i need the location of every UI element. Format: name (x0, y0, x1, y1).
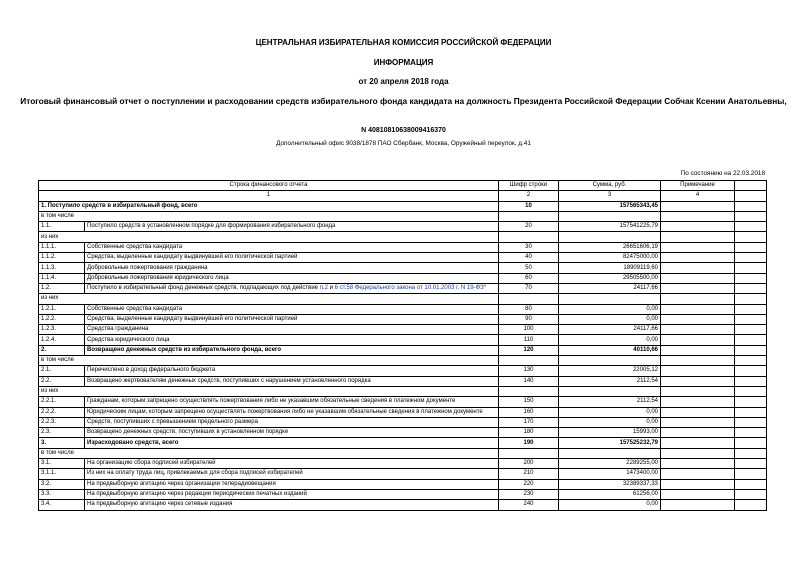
row-sum (559, 211, 661, 221)
row-number: 1.2. (39, 283, 85, 293)
row-sum (559, 448, 661, 458)
table-note-row (39, 448, 767, 458)
row-sum: 0,00 (559, 417, 661, 427)
row-number: 3.1. (39, 459, 85, 469)
row-number: 1.1. (39, 222, 85, 232)
row-code: 190 (499, 438, 559, 448)
row-description: Средства, выделенные кандидату выдвинувшей его политической партией (85, 314, 499, 324)
row-number: 1.2.2. (39, 314, 85, 324)
row-code: 20 (499, 222, 559, 232)
row-code (499, 448, 559, 458)
table-row (39, 438, 767, 448)
row-number: 3. (39, 438, 85, 448)
column-number: 2 (499, 191, 559, 201)
row-code (499, 232, 559, 242)
table-row (39, 242, 767, 252)
row-extra-cell (735, 345, 767, 355)
row-note-cell (661, 232, 735, 242)
row-number: 2.3. (39, 428, 85, 438)
row-description: Гражданам, которым запрещено осуществлять пожертвования либо не указавшим обязательные сведения в платежном документе (85, 397, 499, 407)
row-note-cell (661, 500, 735, 510)
row-number: 2.2.3. (39, 417, 85, 427)
header-extra-cell (735, 181, 767, 191)
row-code: 100 (499, 325, 559, 335)
row-note-cell (661, 222, 735, 232)
row-extra-cell (735, 242, 767, 252)
row-code: 200 (499, 459, 559, 469)
row-number: 2. (39, 345, 85, 355)
column-number: 3 (559, 191, 661, 201)
row-extra-cell (735, 366, 767, 376)
row-number: 1.2.1. (39, 304, 85, 314)
row-description: 1. Поступило средств в избирательный фонд, всего (39, 201, 499, 211)
row-code: 90 (499, 314, 559, 324)
row-extra-cell (735, 335, 767, 345)
row-note: из них (39, 386, 499, 396)
table-note-row (39, 232, 767, 242)
row-sum: 0,00 (559, 500, 661, 510)
row-description: На предвыборную агитацию через организации телерадиовещания (85, 479, 499, 489)
row-description: На предвыборную агитацию через сетевые издания (85, 500, 499, 510)
table-row (39, 428, 767, 438)
row-code: 160 (499, 407, 559, 417)
row-note-cell (661, 417, 735, 427)
row-code: 10 (499, 201, 559, 211)
row-code: 140 (499, 376, 559, 386)
row-code: 120 (499, 345, 559, 355)
row-extra-cell (735, 376, 767, 386)
row-code (499, 356, 559, 366)
report-title: Итоговый финансовый отчет о поступлении и расходовании средств избирательного фонда кандидата на должность Президента Российской Федерации Собчак Ксении Анатольевны, (20, 96, 787, 106)
document-date: от 20 апреля 2018 года (358, 77, 449, 86)
row-extra-cell (735, 253, 767, 263)
row-extra-cell (735, 356, 767, 366)
law-reference-link[interactable]: 6 ст.58 Федерального закона от 10.01.2003 г. N 19-ФЗ* (334, 285, 487, 292)
row-description: Собственные средства кандидата (85, 304, 499, 314)
table-row (39, 314, 767, 324)
row-code: 60 (499, 273, 559, 283)
row-sum: 40110,66 (559, 345, 661, 355)
row-code: 30 (499, 242, 559, 252)
row-extra-cell (735, 222, 767, 232)
row-note-cell (661, 294, 735, 304)
as-of-date: По состоянию на 22.03.2018 (680, 170, 765, 177)
row-note-cell (661, 469, 735, 479)
table-row (39, 283, 767, 293)
table-row (39, 417, 767, 427)
header-sum: Сумма, руб. (559, 181, 661, 191)
row-sum: 2112,54 (559, 376, 661, 386)
row-sum (559, 356, 661, 366)
row-extra-cell (735, 417, 767, 427)
row-code: 110 (499, 335, 559, 345)
table-note-row (39, 356, 767, 366)
account-number: N 40810810638009416370 (361, 127, 446, 134)
row-sum: 157541225,79 (559, 222, 661, 232)
row-sum: 157565343,45 (559, 201, 661, 211)
row-note-cell (661, 335, 735, 345)
row-sum: 24117,66 (559, 325, 661, 335)
table-note-row (39, 386, 767, 396)
table-row (39, 253, 767, 263)
row-extra-cell (735, 500, 767, 510)
row-extra-cell (735, 469, 767, 479)
table-row (39, 489, 767, 499)
row-note-cell (661, 283, 735, 293)
row-sum: 2289255,00 (559, 459, 661, 469)
row-note-cell (661, 479, 735, 489)
row-number: 1.2.4. (39, 335, 85, 345)
row-sum (559, 386, 661, 396)
row-note-cell (661, 253, 735, 263)
row-note-cell (661, 438, 735, 448)
row-note-cell (661, 366, 735, 376)
row-number: 3.3. (39, 489, 85, 499)
row-extra-cell (735, 263, 767, 273)
row-note-cell (661, 325, 735, 335)
row-extra-cell (735, 428, 767, 438)
table-row (39, 500, 767, 510)
row-code: 170 (499, 417, 559, 427)
column-number-extra (735, 191, 767, 201)
row-number: 3.4. (39, 500, 85, 510)
row-code: 70 (499, 283, 559, 293)
row-sum: 82475000,00 (559, 253, 661, 263)
row-code: 220 (499, 479, 559, 489)
row-code: 80 (499, 304, 559, 314)
row-number: 1.1.2. (39, 253, 85, 263)
row-description: Возвращено денежных средств из избирательного фонда, всего (85, 345, 499, 355)
row-note-cell (661, 201, 735, 211)
row-note-cell (661, 448, 735, 458)
row-number: 2.2. (39, 376, 85, 386)
row-extra-cell (735, 201, 767, 211)
row-code: 50 (499, 263, 559, 273)
table-row (39, 325, 767, 335)
row-description: Из них на оплату труда лиц, привлекаемых для сбора подписей избирателей (85, 469, 499, 479)
row-description-text: Поступило в избирательный фонд денежных средств, подпадающих под действие (87, 285, 320, 292)
row-extra-cell (735, 448, 767, 458)
row-description: Добровольные пожертвования юридического лица (85, 273, 499, 283)
row-extra-cell (735, 397, 767, 407)
law-reference-link[interactable]: п.2 (319, 285, 328, 292)
table-row (39, 397, 767, 407)
row-code: 180 (499, 428, 559, 438)
row-description (85, 283, 499, 293)
row-note-cell (661, 242, 735, 252)
row-extra-cell (735, 489, 767, 499)
table-row (39, 376, 767, 386)
row-sum (559, 232, 661, 242)
row-number: 1.1.3. (39, 263, 85, 273)
commission-heading: ЦЕНТРАЛЬНАЯ ИЗБИРАТЕЛЬНАЯ КОМИССИЯ РОССИЙСКОЙ ФЕДЕРАЦИИ (255, 38, 552, 47)
row-extra-cell (735, 314, 767, 324)
row-description: Израсходовано средств, всего (85, 438, 499, 448)
row-description: Средств, поступивших с превышением предельного размера (85, 417, 499, 427)
row-code (499, 211, 559, 221)
row-note-cell (661, 386, 735, 396)
row-sum: 32389337,33 (559, 479, 661, 489)
table-row (39, 459, 767, 469)
row-sum: 29505500,00 (559, 273, 661, 283)
row-note-cell (661, 356, 735, 366)
row-note-cell (661, 314, 735, 324)
row-sum: 1473400,00 (559, 469, 661, 479)
row-description: Собственные средства кандидата (85, 242, 499, 252)
row-number: 2.2.2. (39, 407, 85, 417)
row-note: из них (39, 294, 499, 304)
row-extra-cell (735, 211, 767, 221)
row-description: На предвыборную агитацию через редакции периодических печатных изданий (85, 489, 499, 499)
row-description: Поступило средств в установленном порядке для формирования избирательного фонда (85, 222, 499, 232)
row-note: в том числе (39, 448, 499, 458)
row-description: Средства, выделенные кандидату выдвинувшей его политической партией (85, 253, 499, 263)
table-note-row (39, 211, 767, 221)
row-description-text: и (327, 285, 335, 292)
row-number: 3.1.1. (39, 469, 85, 479)
column-number: 1 (39, 191, 499, 201)
bank-office: Дополнительный офис 9038/1878 ПАО Сбербанк, Москва, Оружейный переулок, д.41 (276, 140, 531, 147)
row-extra-cell (735, 479, 767, 489)
row-description: Юридическим лицам, которым запрещено осуществлять пожертвования либо не указавшим обязательные сведения в платежном документе (85, 407, 499, 417)
row-code: 230 (499, 489, 559, 499)
table-row (39, 263, 767, 273)
row-sum: 22005,12 (559, 366, 661, 376)
row-note-cell (661, 376, 735, 386)
row-extra-cell (735, 438, 767, 448)
row-code (499, 294, 559, 304)
row-number: 1.1.1. (39, 242, 85, 252)
row-description: Возвращено жертвователям денежных средств, поступивших с нарушением установленного порядка (85, 376, 499, 386)
row-note-cell (661, 345, 735, 355)
row-sum (559, 294, 661, 304)
table-row (39, 335, 767, 345)
table-header-row (39, 181, 767, 191)
row-extra-cell (735, 304, 767, 314)
column-number-row (39, 191, 767, 201)
row-note: из них (39, 232, 499, 242)
table-row (39, 201, 767, 211)
financial-report-table (38, 180, 767, 511)
header-line-code: Шифр строки (499, 181, 559, 191)
row-note-cell (661, 304, 735, 314)
row-sum: 18909119,60 (559, 263, 661, 273)
row-sum: 24117,66 (559, 283, 661, 293)
header-note: Примечание (661, 181, 735, 191)
row-note-cell (661, 428, 735, 438)
row-extra-cell (735, 459, 767, 469)
row-note: в том числе (39, 356, 499, 366)
row-sum: 157525232,79 (559, 438, 661, 448)
row-sum: 0,00 (559, 314, 661, 324)
row-description: Возвращено денежных средств, поступивших в установленном порядке (85, 428, 499, 438)
row-note-cell (661, 397, 735, 407)
row-sum: 61256,00 (559, 489, 661, 499)
row-sum: 2112,54 (559, 397, 661, 407)
table-row (39, 479, 767, 489)
row-code: 40 (499, 253, 559, 263)
row-description: Средства гражданина (85, 325, 499, 335)
row-note-cell (661, 407, 735, 417)
table-row (39, 273, 767, 283)
table-row (39, 304, 767, 314)
row-note-cell (661, 459, 735, 469)
table-note-row (39, 294, 767, 304)
table-row (39, 222, 767, 232)
row-extra-cell (735, 386, 767, 396)
row-extra-cell (735, 325, 767, 335)
row-extra-cell (735, 273, 767, 283)
row-sum: 0,00 (559, 304, 661, 314)
row-number: 1.2.3. (39, 325, 85, 335)
row-number: 2.1. (39, 366, 85, 376)
row-extra-cell (735, 283, 767, 293)
row-sum: 26651606,19 (559, 242, 661, 252)
document-type: ИНФОРМАЦИЯ (373, 58, 434, 67)
row-sum: 0,00 (559, 335, 661, 345)
row-description: Добровольные пожертвования гражданина (85, 263, 499, 273)
row-code: 150 (499, 397, 559, 407)
column-number: 4 (661, 191, 735, 201)
table-row (39, 366, 767, 376)
row-note-cell (661, 263, 735, 273)
header-report-line: Строка финансового отчета (39, 181, 499, 191)
row-code: 240 (499, 500, 559, 510)
row-code (499, 386, 559, 396)
row-extra-cell (735, 232, 767, 242)
row-note-cell (661, 273, 735, 283)
row-extra-cell (735, 407, 767, 417)
row-sum: 15993,00 (559, 428, 661, 438)
row-code: 210 (499, 469, 559, 479)
row-description: На организацию сбора подписей избирателей (85, 459, 499, 469)
row-note-cell (661, 211, 735, 221)
table-row (39, 469, 767, 479)
row-number: 2.2.1. (39, 397, 85, 407)
row-sum: 0,00 (559, 407, 661, 417)
row-number: 3.2. (39, 479, 85, 489)
table-row (39, 345, 767, 355)
table-row (39, 407, 767, 417)
row-code: 130 (499, 366, 559, 376)
row-note-cell (661, 489, 735, 499)
row-note: в том числе (39, 211, 499, 221)
row-description: Перечислено в доход федерального бюджета (85, 366, 499, 376)
row-description: Средства юридического лица (85, 335, 499, 345)
row-number: 1.1.4. (39, 273, 85, 283)
row-extra-cell (735, 294, 767, 304)
